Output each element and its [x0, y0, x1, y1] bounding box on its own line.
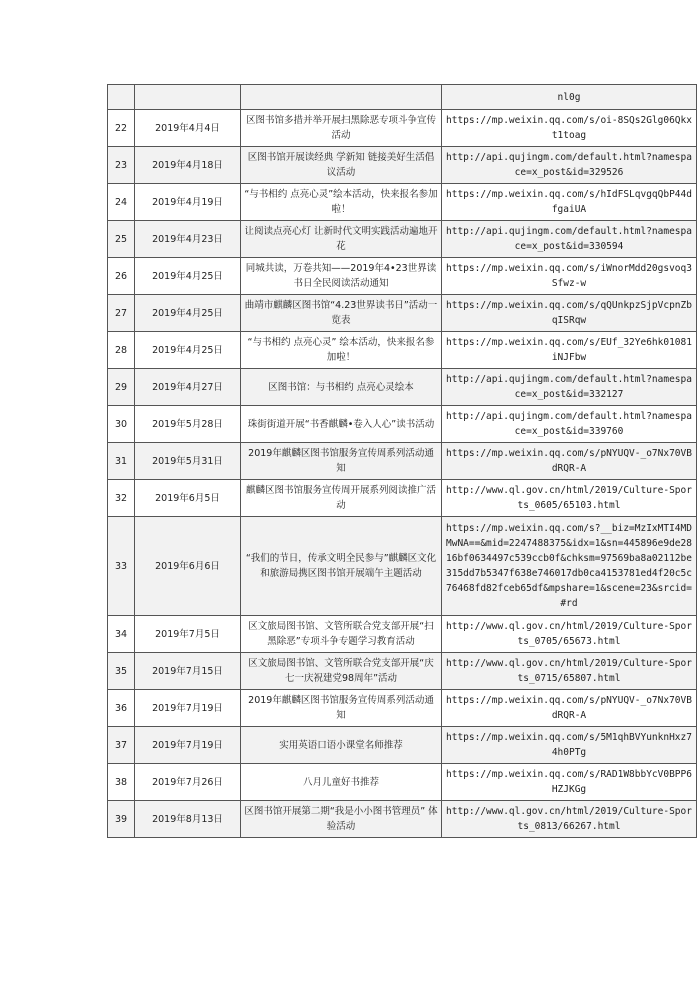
table-row — [108, 801, 697, 838]
date-cell — [135, 85, 241, 110]
url-cell[interactable]: nl0g — [442, 85, 697, 110]
row-number-cell — [108, 85, 135, 110]
date-cell: 2019年7月26日 — [135, 764, 241, 801]
table-row — [108, 85, 697, 110]
table-row — [108, 764, 697, 801]
date-cell: 2019年4月25日 — [135, 295, 241, 332]
date-cell: 2019年4月4日 — [135, 110, 241, 147]
table-row — [108, 295, 697, 332]
date-cell: 2019年5月31日 — [135, 443, 241, 480]
title-cell: 八月儿童好书推荐 — [241, 764, 442, 801]
table-row — [108, 443, 697, 480]
date-cell: 2019年4月18日 — [135, 147, 241, 184]
url-cell[interactable]: http://api.qujingm.com/default.html?namespace=x_post&id=339760 — [442, 406, 697, 443]
url-cell[interactable]: http://www.ql.gov.cn/html/2019/Culture-Sports_0605/65103.html — [442, 480, 697, 517]
title-cell: 区图书馆开展第二期“我是小小图书管理员” 体验活动 — [241, 801, 442, 838]
url-cell[interactable]: http://www.ql.gov.cn/html/2019/Culture-Sports_0813/66267.html — [442, 801, 697, 838]
table-row — [108, 110, 697, 147]
url-cell[interactable]: http://www.ql.gov.cn/html/2019/Culture-Sports_0715/65807.html — [442, 653, 697, 690]
date-cell: 2019年4月19日 — [135, 184, 241, 221]
date-cell: 2019年7月19日 — [135, 727, 241, 764]
table-row — [108, 727, 697, 764]
row-number-cell: 33 — [108, 517, 135, 616]
row-number-cell: 31 — [108, 443, 135, 480]
row-number-cell: 23 — [108, 147, 135, 184]
title-cell: “与书相约 点亮心灵”绘本活动，快来报名参加啦！ — [241, 184, 442, 221]
table-row — [108, 147, 697, 184]
date-cell: 2019年7月5日 — [135, 616, 241, 653]
date-cell: 2019年8月13日 — [135, 801, 241, 838]
row-number-cell: 22 — [108, 110, 135, 147]
row-number-cell: 29 — [108, 369, 135, 406]
table-row — [108, 369, 697, 406]
title-cell: 2019年麒麟区图书馆服务宣传周系列活动通知 — [241, 690, 442, 727]
row-number-cell: 36 — [108, 690, 135, 727]
url-cell[interactable]: https://mp.weixin.qq.com/s/qQUnkpzSjpVcpnZbqISRqw — [442, 295, 697, 332]
table-row — [108, 184, 697, 221]
title-cell: 曲靖市麒麟区图书馆“4.23世界读书日”活动一览表 — [241, 295, 442, 332]
url-cell[interactable]: https://mp.weixin.qq.com/s/5M1qhBVYunknHxz74h0PTg — [442, 727, 697, 764]
table-row — [108, 690, 697, 727]
title-cell: 实用英语口语小课堂名师推荐 — [241, 727, 442, 764]
table-body — [108, 85, 697, 838]
row-number-cell: 35 — [108, 653, 135, 690]
date-cell: 2019年5月28日 — [135, 406, 241, 443]
row-number-cell: 25 — [108, 221, 135, 258]
url-cell[interactable]: http://api.qujingm.com/default.html?namespace=x_post&id=330594 — [442, 221, 697, 258]
title-cell: “与书相约 点亮心灵” 绘本活动，快来报名参加啦！ — [241, 332, 442, 369]
row-number-cell: 32 — [108, 480, 135, 517]
row-number-cell: 38 — [108, 764, 135, 801]
title-cell: “我们的节日，传承文明全民参与”麒麟区文化和旅游局携区图书馆开展端午主题活动 — [241, 517, 442, 616]
url-cell[interactable]: https://mp.weixin.qq.com/s?__biz=MzIxMTI4MDMwNA==&mid=2247488375&idx=1&sn=445896e9de2816bf0634497c539ccb0f&chksm=97569ba8a02112be315dd7b5347f638e746017db0ca4153781ed4f20c5c76468fd82fceb65df&mpshare=1&scene=23&srcid=#rd — [442, 517, 697, 616]
table-row — [108, 332, 697, 369]
url-cell[interactable]: http://api.qujingm.com/default.html?namespace=x_post&id=329526 — [442, 147, 697, 184]
url-cell[interactable]: https://mp.weixin.qq.com/s/oi-8SQs2Glg06Qkxt1toag — [442, 110, 697, 147]
row-number-cell: 26 — [108, 258, 135, 295]
row-number-cell: 27 — [108, 295, 135, 332]
title-cell: 区图书馆开展读经典 学新知 链接美好生活倡议活动 — [241, 147, 442, 184]
url-cell[interactable]: https://mp.weixin.qq.com/s/pNYUQV-_o7Nx70VBdRQR-A — [442, 690, 697, 727]
title-cell: 区文旅局图书馆、文管所联合党支部开展“扫黑除恶”专项斗争专题学习教育活动 — [241, 616, 442, 653]
title-cell: 珠街街道开展“书香麒麟•卷入人心”读书活动 — [241, 406, 442, 443]
row-number-cell: 37 — [108, 727, 135, 764]
url-cell[interactable]: https://mp.weixin.qq.com/s/pNYUQV-_o7Nx70VBdRQR-A — [442, 443, 697, 480]
title-cell: 麒麟区图书馆服务宣传周开展系列阅读推广活动 — [241, 480, 442, 517]
title-cell — [241, 85, 442, 110]
row-number-cell: 24 — [108, 184, 135, 221]
url-cell[interactable]: https://mp.weixin.qq.com/s/iWnorMdd20gsvoq3Sfwz-w — [442, 258, 697, 295]
table-row — [108, 258, 697, 295]
table-row — [108, 653, 697, 690]
date-cell: 2019年4月27日 — [135, 369, 241, 406]
table-row — [108, 406, 697, 443]
activity-table — [107, 84, 697, 838]
title-cell: 区图书馆：与书相约 点亮心灵绘本 — [241, 369, 442, 406]
date-cell: 2019年7月15日 — [135, 653, 241, 690]
table-row — [108, 517, 697, 616]
date-cell: 2019年4月25日 — [135, 258, 241, 295]
url-cell[interactable]: https://mp.weixin.qq.com/s/EUf_32Ye6hk01081iNJFbw — [442, 332, 697, 369]
date-cell: 2019年6月5日 — [135, 480, 241, 517]
title-cell: 让阅读点亮心灯 让新时代文明实践活动遍地开花 — [241, 221, 442, 258]
row-number-cell: 28 — [108, 332, 135, 369]
title-cell: 区图书馆多措并举开展扫黑除恶专项斗争宣传活动 — [241, 110, 442, 147]
row-number-cell: 34 — [108, 616, 135, 653]
title-cell: 同城共读，万卷共知——2019年4•23世界读书日全民阅读活动通知 — [241, 258, 442, 295]
url-cell[interactable]: https://mp.weixin.qq.com/s/RAD1W8bbYcV0BPP6HZJKGg — [442, 764, 697, 801]
title-cell: 2019年麒麟区图书馆服务宣传周系列活动通知 — [241, 443, 442, 480]
title-cell: 区文旅局图书馆、文管所联合党支部开展“庆七一庆祝建党98周年”活动 — [241, 653, 442, 690]
date-cell: 2019年7月19日 — [135, 690, 241, 727]
url-cell[interactable]: http://www.ql.gov.cn/html/2019/Culture-Sports_0705/65673.html — [442, 616, 697, 653]
date-cell: 2019年4月23日 — [135, 221, 241, 258]
date-cell: 2019年4月25日 — [135, 332, 241, 369]
row-number-cell: 30 — [108, 406, 135, 443]
row-number-cell: 39 — [108, 801, 135, 838]
table-row — [108, 616, 697, 653]
date-cell: 2019年6月6日 — [135, 517, 241, 616]
url-cell[interactable]: http://api.qujingm.com/default.html?namespace=x_post&id=332127 — [442, 369, 697, 406]
url-cell[interactable]: https://mp.weixin.qq.com/s/hIdFSLqvgqQbP44dfgaiUA — [442, 184, 697, 221]
table-row — [108, 221, 697, 258]
table-row — [108, 480, 697, 517]
